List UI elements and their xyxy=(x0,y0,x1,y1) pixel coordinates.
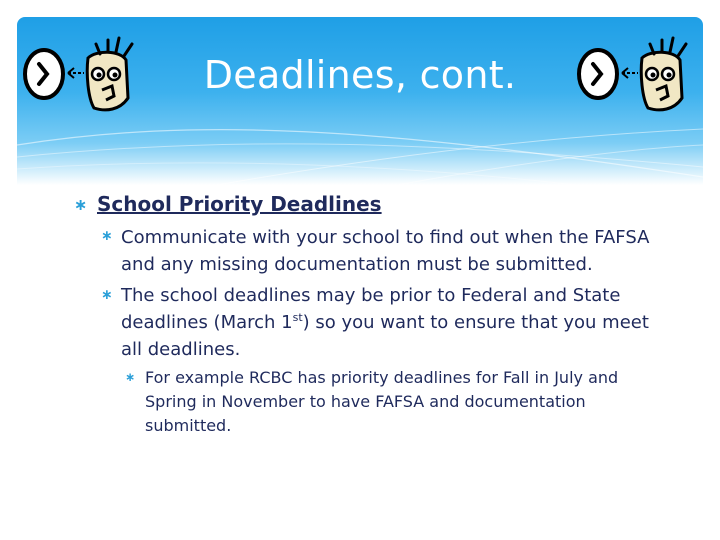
point-school-deadlines: The school deadlines may be prior to Federal and State deadlines (March 1st) so you want to ensure that you meet all deadlines. xyxy=(121,285,649,360)
bullet-icon: ∗ xyxy=(101,228,113,244)
bullet-icon: ∗ xyxy=(74,195,88,214)
point-rcbc-example: For example RCBC has priority deadlines for Fall in July and Spring in November to have FAFSA and documentation submitted. xyxy=(145,368,619,435)
point-communicate: Communicate with your school to find out when the FAFSA and any missing documentation must be submitted. xyxy=(121,227,650,275)
slide-title: Deadlines, cont. xyxy=(203,53,517,97)
bullet-icon: ∗ xyxy=(125,370,136,384)
bullet-icon: ∗ xyxy=(101,287,113,303)
heading-school-priority-deadlines: School Priority Deadlines xyxy=(97,192,382,216)
